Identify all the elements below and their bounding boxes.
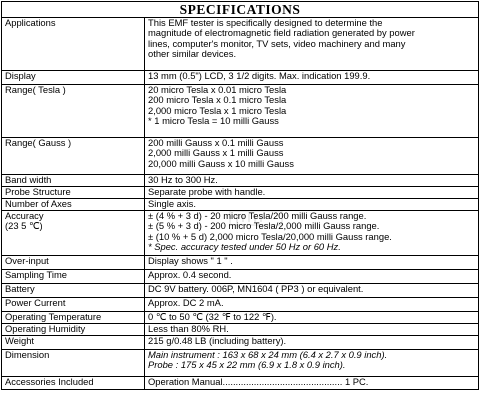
row-label: Dimension bbox=[2, 350, 145, 377]
spec-table bbox=[1, 17, 479, 390]
row-label: Band width bbox=[2, 175, 145, 187]
row-label: Range( Tesla ) bbox=[2, 85, 145, 138]
value-line: other similar devices. bbox=[148, 48, 237, 60]
value-line: 215 g/0.48 LB (including battery). bbox=[148, 335, 287, 346]
value-line: Approx. DC 2 mA. bbox=[148, 297, 224, 308]
value-line: DC 9V battery. 006P, MN1604 ( PP3 ) or equivalent. bbox=[148, 283, 364, 294]
table-row bbox=[2, 71, 479, 85]
row-value bbox=[145, 324, 479, 336]
row-value bbox=[145, 298, 479, 312]
table-row bbox=[2, 138, 479, 175]
value-line: This EMF tester is specifically designed to determine the bbox=[148, 17, 383, 28]
row-label: Probe Structure bbox=[2, 187, 145, 199]
table-row bbox=[2, 270, 479, 284]
value-line: Approx. 0.4 second. bbox=[148, 269, 232, 280]
value-line: 0 ℃ to 50 ℃ (32 ℉ to 122 ℉). bbox=[148, 311, 277, 322]
value-line: Single axis. bbox=[148, 198, 196, 209]
row-value bbox=[145, 312, 479, 324]
row-value bbox=[145, 138, 479, 175]
row-value bbox=[145, 175, 479, 187]
page-title: SPECIFICATIONS bbox=[1, 1, 479, 17]
row-value bbox=[145, 256, 479, 270]
table-row bbox=[2, 336, 479, 350]
table-row bbox=[2, 187, 479, 199]
value-line: 30 Hz to 300 Hz. bbox=[148, 174, 218, 185]
row-label bbox=[2, 211, 145, 256]
row-label: Weight bbox=[2, 336, 145, 350]
row-label: Operating Temperature bbox=[2, 312, 145, 324]
table-row bbox=[2, 284, 479, 298]
table-row bbox=[2, 377, 479, 390]
row-label: Number of Axes bbox=[2, 199, 145, 211]
table-row bbox=[2, 312, 479, 324]
value-line: 20 micro Tesla x 0.01 micro Tesla bbox=[148, 84, 287, 95]
row-label: Accessories Included bbox=[2, 377, 145, 390]
row-label: Power Current bbox=[2, 298, 145, 312]
value-line: Probe : 175 x 45 x 22 mm (6.9 x 1.8 x 0.9 inch). bbox=[148, 359, 346, 371]
row-label: Sampling Time bbox=[2, 270, 145, 284]
row-label: Range( Gauss ) bbox=[2, 138, 145, 175]
row-value bbox=[145, 85, 479, 138]
table-row bbox=[2, 199, 479, 211]
row-label: Operating Humidity bbox=[2, 324, 145, 336]
table-row bbox=[2, 85, 479, 138]
value-line: * 1 micro Tesla = 10 milli Gauss bbox=[148, 115, 279, 127]
value-line: 2,000 milli Gauss x 1 milli Gauss bbox=[148, 147, 284, 159]
row-label: Applications bbox=[2, 18, 145, 71]
table-row bbox=[2, 175, 479, 187]
value-line: Less than 80% RH. bbox=[148, 323, 229, 334]
row-value bbox=[145, 377, 479, 390]
value-line: * Spec. accuracy tested under 50 Hz or 60 Hz. bbox=[148, 241, 341, 253]
row-value bbox=[145, 350, 479, 377]
row-value bbox=[145, 284, 479, 298]
value-line: Main instrument : 163 x 68 x 24 mm (6.4 x 2.7 x 0.9 inch). bbox=[148, 349, 388, 360]
value-line: lines, computer's monitor, TV sets, video machinery and many bbox=[148, 37, 406, 49]
accuracy-temp-label: (23 5 ℃) bbox=[5, 220, 43, 232]
row-label: Over-input bbox=[2, 256, 145, 270]
row-value bbox=[145, 18, 479, 71]
value-line: 200 micro Tesla x 0.1 micro Tesla bbox=[148, 94, 287, 106]
row-value bbox=[145, 187, 479, 199]
value-line: Display shows " 1 " . bbox=[148, 255, 233, 266]
value-line: 200 milli Gauss x 0.1 milli Gauss bbox=[148, 137, 284, 148]
value-line: ± (5 % + 3 d) - 200 micro Tesla/2,000 milli Gauss range. bbox=[148, 220, 380, 232]
value-line: ± (4 % + 3 d) - 20 micro Tesla/200 milli Gauss range. bbox=[148, 210, 367, 221]
table-row bbox=[2, 211, 479, 256]
table-row bbox=[2, 18, 479, 71]
value-line: ± (10 % + 5 d) 2,000 micro Tesla/20,000 milli Gauss range. bbox=[148, 230, 392, 242]
table-row bbox=[2, 324, 479, 336]
value-line: Separate probe with handle. bbox=[148, 186, 266, 197]
table-row bbox=[2, 350, 479, 377]
value-line: 20,000 milli Gauss x 10 milli Gauss bbox=[148, 157, 294, 169]
row-value bbox=[145, 336, 479, 350]
value-line: magnitude of electromagnetic field radiation generated by power bbox=[148, 27, 415, 39]
spec-sheet bbox=[1, 1, 479, 390]
row-label: Battery bbox=[2, 284, 145, 298]
accuracy-label: Accuracy bbox=[5, 210, 44, 221]
row-label: Display bbox=[2, 71, 145, 85]
row-value bbox=[145, 211, 479, 256]
value-line: Operation Manual.............................................. 1 PC. bbox=[148, 376, 369, 387]
row-value bbox=[145, 270, 479, 284]
table-row bbox=[2, 298, 479, 312]
value-line: 13 mm (0.5") LCD, 3 1/2 digits. Max. indication 199.9. bbox=[148, 70, 371, 81]
row-value bbox=[145, 199, 479, 211]
value-line: 2,000 micro Tesla x 1 micro Tesla bbox=[148, 104, 287, 116]
table-row bbox=[2, 256, 479, 270]
row-value bbox=[145, 71, 479, 85]
